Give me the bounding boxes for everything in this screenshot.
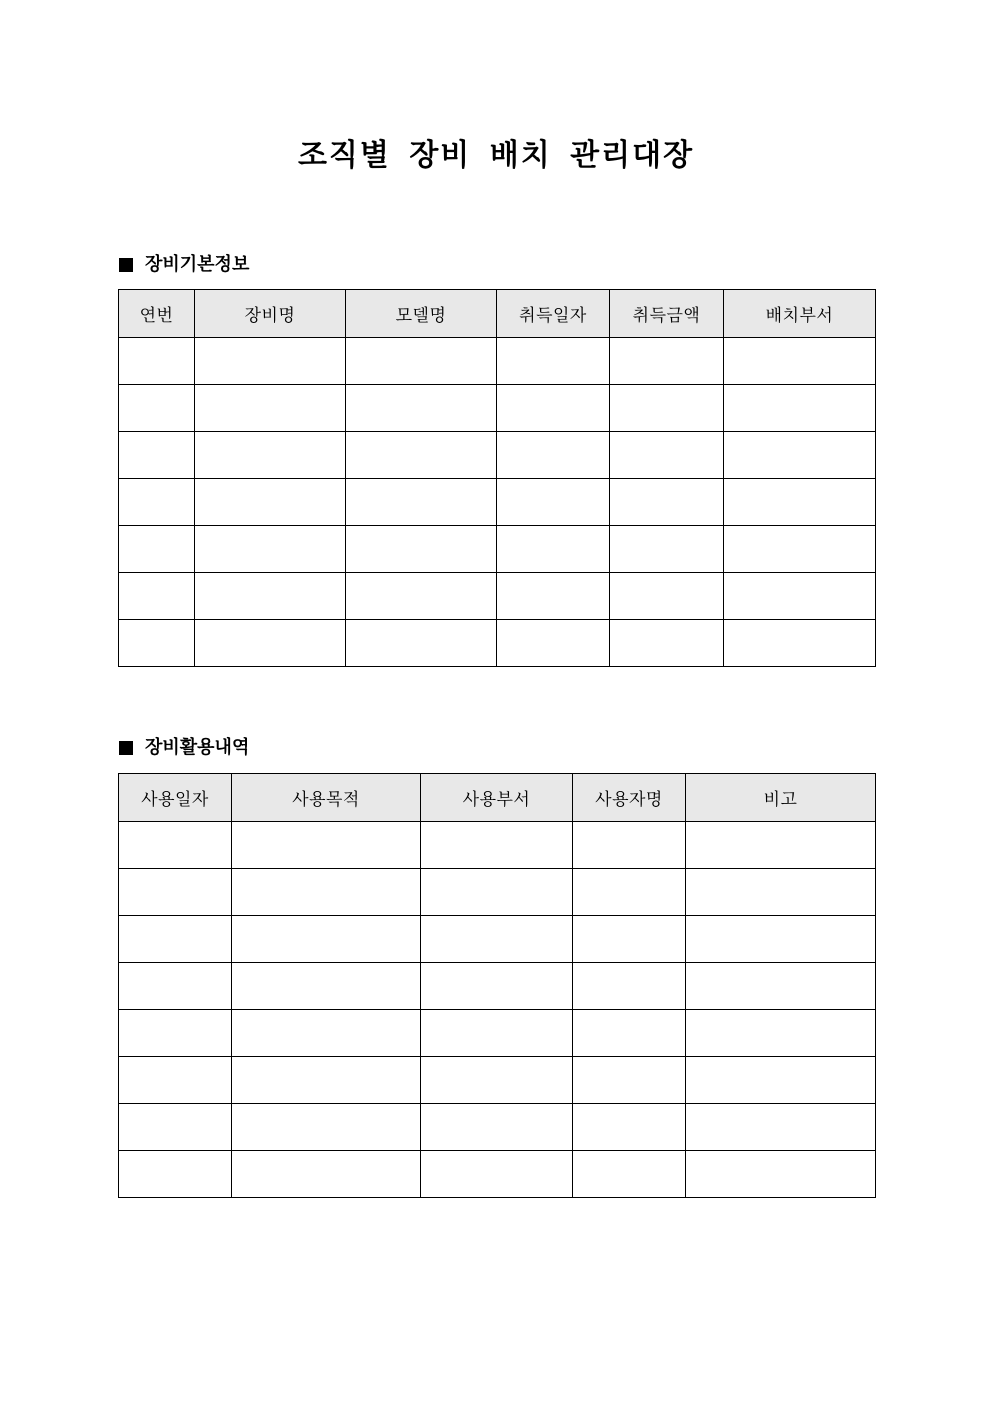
table-cell[interactable] (195, 385, 346, 432)
table-cell[interactable] (421, 1104, 573, 1151)
table-cell[interactable] (686, 916, 876, 963)
section-heading-label: 장비활용내역 (145, 737, 250, 758)
table-cell[interactable] (573, 1010, 686, 1057)
table-cell[interactable] (724, 526, 876, 573)
table-cell[interactable] (573, 822, 686, 869)
table-cell[interactable] (346, 385, 497, 432)
table-cell[interactable] (724, 573, 876, 620)
table-cell[interactable] (421, 1010, 573, 1057)
table-cell[interactable] (497, 479, 610, 526)
table-cell[interactable] (573, 963, 686, 1010)
column-header-equipment-name: 장비명 (195, 290, 346, 338)
table-cell[interactable] (610, 338, 724, 385)
table-cell[interactable] (421, 869, 573, 916)
table-cell[interactable] (232, 869, 421, 916)
table-cell[interactable] (497, 526, 610, 573)
usage-history-body (119, 822, 876, 1198)
table-row (119, 1057, 876, 1104)
equipment-info-table (118, 289, 876, 667)
table-cell[interactable] (724, 385, 876, 432)
table-cell[interactable] (346, 573, 497, 620)
section-heading-equipment-info (119, 253, 249, 277)
column-header-usage-department: 사용부서 (421, 774, 573, 822)
column-header-acquisition-amount: 취득금액 (610, 290, 724, 338)
table-cell[interactable] (195, 432, 346, 479)
table-cell[interactable] (610, 479, 724, 526)
table-cell[interactable] (610, 620, 724, 667)
column-header-model-name: 모델명 (346, 290, 497, 338)
table-cell[interactable] (232, 916, 421, 963)
column-header-serial-no: 연번 (119, 290, 195, 338)
table-cell[interactable] (119, 385, 195, 432)
table-cell[interactable] (686, 822, 876, 869)
table-cell[interactable] (724, 338, 876, 385)
table-cell[interactable] (610, 432, 724, 479)
table-cell[interactable] (346, 526, 497, 573)
table-cell[interactable] (346, 432, 497, 479)
table-cell[interactable] (573, 1057, 686, 1104)
square-bullet-icon (119, 258, 133, 272)
table-row (119, 1151, 876, 1198)
table-cell[interactable] (195, 526, 346, 573)
equipment-info-body (119, 338, 876, 667)
table-cell[interactable] (232, 963, 421, 1010)
table-cell[interactable] (724, 479, 876, 526)
table-cell[interactable] (195, 620, 346, 667)
table-cell[interactable] (421, 822, 573, 869)
table-cell[interactable] (686, 1057, 876, 1104)
table-cell[interactable] (119, 1151, 232, 1198)
table-header-row (119, 774, 876, 822)
table-row (119, 526, 876, 573)
column-header-user-name: 사용자명 (573, 774, 686, 822)
column-header-usage-purpose: 사용목적 (232, 774, 421, 822)
table-cell[interactable] (421, 1057, 573, 1104)
table-cell[interactable] (497, 385, 610, 432)
table-cell[interactable] (573, 869, 686, 916)
table-cell[interactable] (232, 822, 421, 869)
table-cell[interactable] (232, 1010, 421, 1057)
table-cell[interactable] (686, 869, 876, 916)
table-cell[interactable] (195, 479, 346, 526)
column-header-assigned-department: 배치부서 (724, 290, 876, 338)
table-cell[interactable] (686, 1151, 876, 1198)
column-header-acquisition-date: 취득일자 (497, 290, 610, 338)
table-cell[interactable] (573, 1151, 686, 1198)
table-cell[interactable] (724, 432, 876, 479)
table-cell[interactable] (573, 1104, 686, 1151)
table-cell[interactable] (119, 1104, 232, 1151)
table-row (119, 869, 876, 916)
table-row (119, 338, 876, 385)
table-cell[interactable] (497, 432, 610, 479)
table-row (119, 479, 876, 526)
table-row (119, 963, 876, 1010)
table-cell[interactable] (686, 963, 876, 1010)
table-row (119, 573, 876, 620)
column-header-usage-date: 사용일자 (119, 774, 232, 822)
table-cell[interactable] (119, 620, 195, 667)
table-cell[interactable] (497, 620, 610, 667)
table-cell[interactable] (610, 573, 724, 620)
table-cell[interactable] (421, 916, 573, 963)
table-cell[interactable] (346, 479, 497, 526)
table-cell[interactable] (119, 1010, 232, 1057)
table-cell[interactable] (232, 1104, 421, 1151)
table-cell[interactable] (119, 479, 195, 526)
table-cell[interactable] (497, 573, 610, 620)
table-cell[interactable] (195, 338, 346, 385)
table-cell[interactable] (119, 526, 195, 573)
table-cell[interactable] (119, 869, 232, 916)
column-header-remarks: 비고 (686, 774, 876, 822)
table-row (119, 916, 876, 963)
section-heading-usage-history (119, 736, 249, 760)
table-cell[interactable] (421, 1151, 573, 1198)
table-cell[interactable] (573, 916, 686, 963)
table-cell[interactable] (346, 338, 497, 385)
table-row (119, 1104, 876, 1151)
table-cell[interactable] (724, 620, 876, 667)
table-header-row (119, 290, 876, 338)
table-cell[interactable] (119, 573, 195, 620)
table-cell[interactable] (119, 963, 232, 1010)
table-cell[interactable] (119, 916, 232, 963)
table-cell[interactable] (119, 338, 195, 385)
table-cell[interactable] (232, 1151, 421, 1198)
page-title: 조직별 장비 배치 관리대장 (297, 138, 695, 173)
square-bullet-icon (119, 741, 133, 755)
table-cell[interactable] (686, 1010, 876, 1057)
table-cell[interactable] (119, 432, 195, 479)
table-cell[interactable] (232, 1057, 421, 1104)
table-cell[interactable] (497, 338, 610, 385)
section-heading-label: 장비기본정보 (145, 254, 250, 275)
table-cell[interactable] (686, 1104, 876, 1151)
table-row (119, 1010, 876, 1057)
table-row (119, 822, 876, 869)
table-cell[interactable] (610, 385, 724, 432)
table-cell[interactable] (195, 573, 346, 620)
table-row (119, 620, 876, 667)
table-cell[interactable] (610, 526, 724, 573)
usage-history-table (118, 773, 876, 1198)
table-row (119, 385, 876, 432)
table-cell[interactable] (119, 822, 232, 869)
table-cell[interactable] (421, 963, 573, 1010)
table-cell[interactable] (346, 620, 497, 667)
table-row (119, 432, 876, 479)
table-cell[interactable] (119, 1057, 232, 1104)
